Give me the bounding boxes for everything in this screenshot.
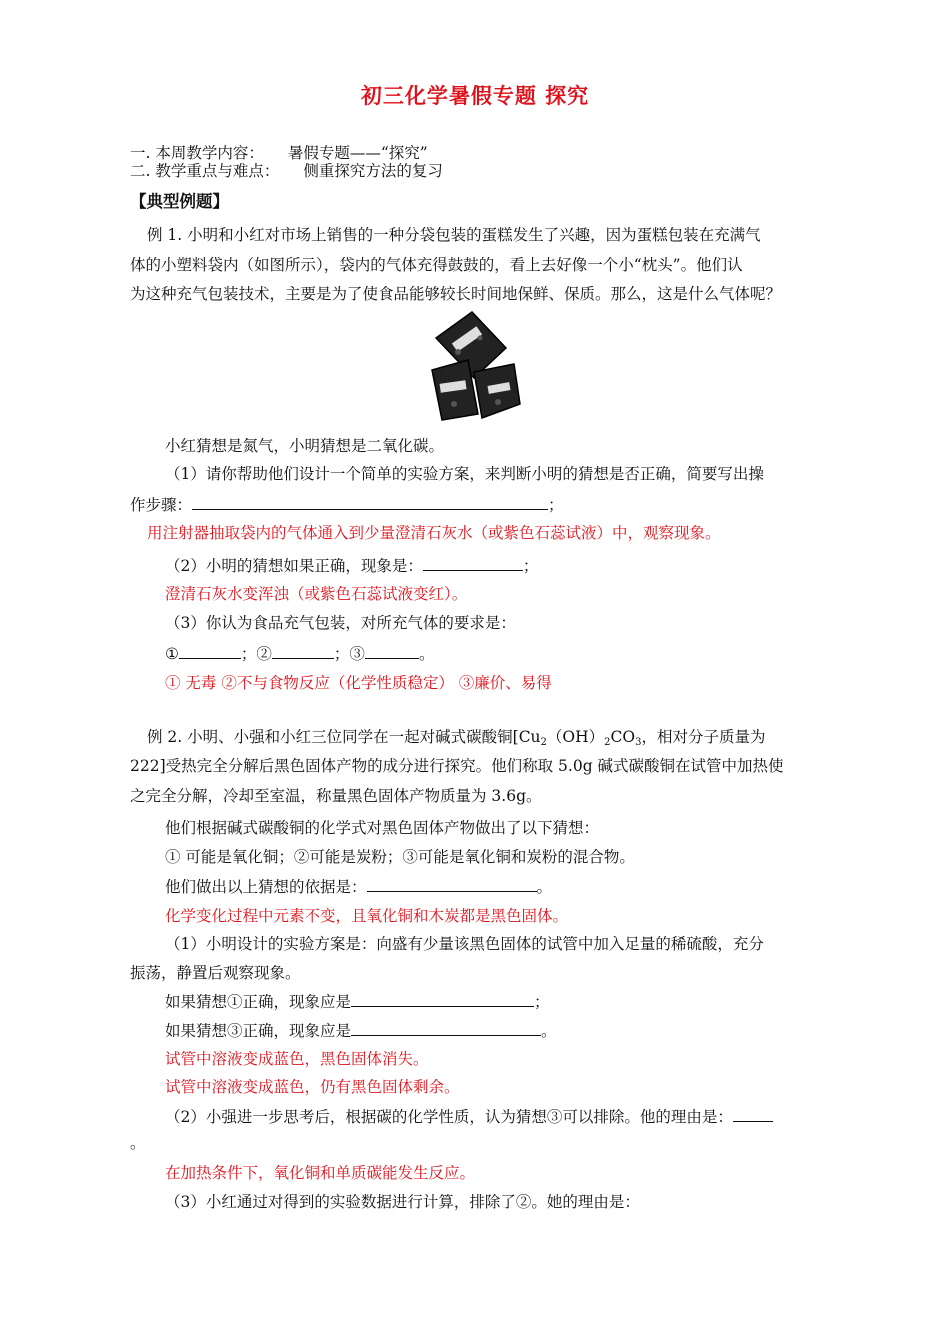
ex1-question-3-blanks: [165, 643, 434, 664]
subscript: 2: [540, 737, 547, 748]
ex2-paragraph-line-2: 222]受热完全分解后黑色固体产物的成分进行探究。他们称取 5.0g 碱式碳酸铜在试管中加热使: [130, 757, 784, 775]
marker-1: ①: [165, 645, 179, 663]
ex1-question-2: [165, 555, 538, 576]
ex2-answer-2: 在加热条件下，氧化铜和单质碳能发生反应。: [165, 1164, 476, 1182]
ex1-q2-end: ；: [522, 557, 539, 575]
ex2-q1d-text: 如果猜想③正确，现象应是: [165, 1022, 352, 1040]
answer-blank: [733, 1106, 773, 1122]
ex1-question-1a: （1）请你帮助他们设计一个简单的实验方案，来判断小明的猜想是否正确，简要写出操: [165, 465, 764, 483]
answer-blank: [351, 991, 534, 1007]
ex2-hypotheses: ① 可能是氧化铜；②可能是炭粉；③可能是氧化铜和炭粉的混合物。: [165, 848, 635, 866]
ex1-q1b-text: 作步骤：: [130, 496, 193, 514]
ex2-q2a-text: （2）小强进一步思考后，根据碳的化学性质，认为猜想③可以排除。他的理由是：: [165, 1108, 733, 1126]
section-heading: 【典型例题】: [130, 192, 229, 211]
period: 。: [536, 878, 553, 896]
ex2-question-1c: [165, 991, 550, 1012]
marker-3: ；③: [333, 645, 365, 663]
ex2-paragraph-line-4: 他们根据碱式碳酸铜的化学式对黑色固体产物做出了以下猜想：: [165, 819, 600, 837]
ex2-question-2b: 。: [130, 1134, 146, 1152]
ex1-answer-3: ① 无毒 ②不与食物反应（化学性质稳定） ③廉价、易得: [165, 674, 552, 692]
ex1-answer-1: 用注射器抽取袋内的气体通入到少量澄清石灰水（或紫色石蕊试液）中，观察现象。: [147, 524, 721, 542]
answer-blank: [365, 643, 419, 659]
ex2-question-3: （3）小红通过对得到的实验数据进行计算，排除了②。她的理由是：: [165, 1193, 640, 1211]
ex1-paragraph-line-2: 体的小塑料袋内（如图所示），袋内的气体充得鼓鼓的，看上去好像一个小“枕头”。他们认: [130, 256, 743, 274]
intro-value-2: 侧重探究方法的复习: [303, 162, 443, 180]
ex2-p1-part-b: （OH）: [546, 728, 605, 746]
ex1-question-3: （3）你认为食品充气包装，对所充气体的要求是：: [165, 614, 516, 632]
cake-bags-illustration: [428, 308, 524, 424]
intro-line-2: [130, 161, 443, 181]
ex1-paragraph-line-1: 例 1. 小明和小红对市场上销售的一种分袋包装的蛋糕发生了兴趣，因为蛋糕包装在充满气: [147, 226, 761, 244]
semicolon: ；: [534, 993, 550, 1011]
period: 。: [541, 1022, 557, 1040]
page-title: 初三化学暑假专题 探究: [360, 83, 590, 108]
ex2-question-2a: [165, 1106, 773, 1127]
subscript: 3: [635, 737, 642, 748]
ex2-basis-question: [165, 876, 552, 897]
ex1-paragraph-line-3: 为这种充气包装技术，主要是为了使食品能够较长时间地保鲜、保质。那么，这是什么气体呢？: [130, 285, 782, 303]
ex2-q1c-text: 如果猜想①正确，现象应是: [165, 993, 352, 1011]
answer-blank: [423, 555, 523, 571]
ex2-question-1d: [165, 1020, 557, 1041]
ex2-paragraph-line-3: 之完全分解，冷却至室温，称量黑色固体产物质量为 3.6g。: [130, 787, 542, 805]
ex1-q1-end: ；: [548, 496, 564, 514]
answer-blank: [367, 876, 537, 892]
intro-label-1: 一. 本周教学内容：: [130, 144, 264, 162]
ex2-paragraph-line-1: [147, 727, 766, 753]
ex2-p1-part-d: ，相对分子质量为: [641, 728, 766, 746]
ex1-guess: 小红猜想是氮气，小明猜想是二氧化碳。: [165, 437, 445, 455]
intro-line-1: [130, 143, 428, 163]
intro-label-2: 二. 教学重点与难点：: [130, 162, 280, 180]
ex1-question-1b: [130, 494, 564, 515]
ex1-q2-text: （2）小明的猜想如果正确，现象是：: [165, 557, 423, 575]
answer-blank: [192, 494, 548, 510]
ex2-answer-basis: 化学变化过程中元素不变，且氧化铜和木炭都是黑色固体。: [165, 907, 569, 925]
ex1-answer-2: 澄清石灰水变浑浊（或紫色石蕊试液变红）。: [165, 585, 468, 603]
ex2-question-1b: 振荡，静置后观察现象。: [130, 964, 301, 982]
ex2-p1-part-a: 例 2. 小明、小强和小红三位同学在一起对碱式碳酸铜[Cu: [147, 728, 541, 746]
ex2-p1-part-c: CO: [610, 728, 636, 746]
answer-blank: [179, 643, 241, 659]
subscript: 2: [604, 737, 611, 748]
answer-blank: [351, 1020, 541, 1036]
ex2-question-1a: （1）小明设计的实验方案是：向盛有少量该黑色固体的试管中加入足量的稀硫酸，充分: [165, 935, 764, 953]
ex2-answer-1a: 试管中溶液变成蓝色，黑色固体消失。: [165, 1050, 429, 1068]
marker-2: ；②: [240, 645, 272, 663]
ex2-basis-text: 他们做出以上猜想的依据是：: [165, 878, 367, 896]
ex2-answer-1b: 试管中溶液变成蓝色，仍有黑色固体剩余。: [165, 1078, 460, 1096]
answer-blank: [272, 643, 334, 659]
period: 。: [418, 645, 435, 663]
intro-value-1: 暑假专题——“探究”: [287, 144, 428, 162]
